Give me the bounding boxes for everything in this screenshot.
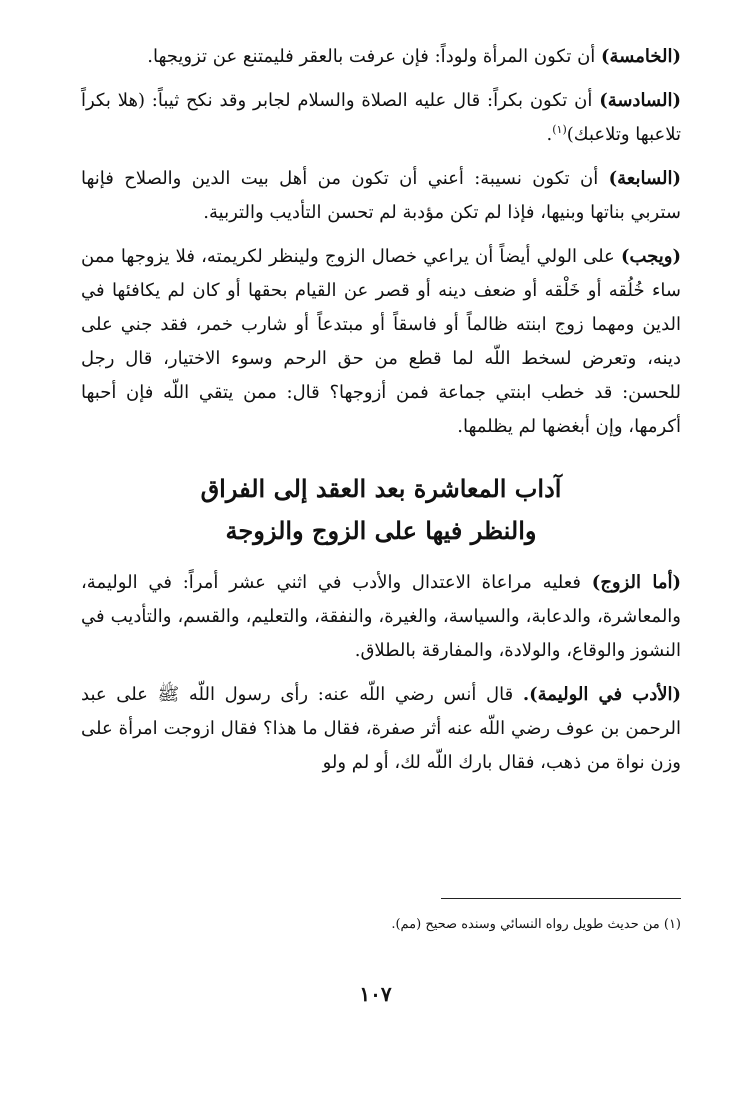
page-body [81, 40, 681, 790]
paragraph-text: قال أنس رضي اللّه عنه: رأى رسول اللّه ﷺ على عبد الرحمن بن عوف رضي اللّه عنه أثر صفرة، فقال ما هذا؟ فقال ازوجت امرأة على وزن نواة من ذهب، فقال بارك اللّه لك، أو لم ولو [81, 684, 681, 773]
section-heading-line-2: والنظر فيها على الزوج والزوجة [225, 516, 537, 545]
paragraph-fifth [81, 40, 681, 74]
paragraph-lead: (ويجب) [620, 246, 681, 267]
paragraph-text: على الولي أيضاً أن يراعي خصال الزوج ولينظر لكريمته، فلا يزوجها ممن ساء خُلُقه أو خَلْقه أو ضعف دينه أو قصر عن القيام بحقها أو كان لم يكافئها في الدين ومهما زوج ابنته ظالماً أو فاسقاً أو مبتدعاً أو شارب خمر، فقد جني على دينه، وتعرض لسخط اللّه لما قطع من حق الرحم وسوء الاختيار، قال رجل للحسن: قد خطب ابنتي جماعة فمن أزوجها؟ قال: ممن يتقي اللّه فإن أحبها أكرمها، وإن أبغضها لم يظلمها. [81, 246, 681, 437]
footnote-divider [441, 898, 681, 899]
paragraph-husband [81, 566, 681, 668]
paragraph-tail: . [546, 124, 553, 145]
footnote: (١) من حديث طويل رواه النسائي وسنده صحيح (مم). [391, 917, 681, 932]
paragraph-text: فعليه مراعاة الاعتدال والأدب في اثني عشر أمراً: في الوليمة، والمعاشرة، والدعابة، والسياسة، والغيرة، والنفقة، والتعليم، والقسم، والتأديب في النشوز والوقاع، والولادة، والمفارقة بالطلاق. [81, 572, 681, 661]
paragraph-text: أن تكون نسيبة: أعني أن تكون من أهل بيت الدين والصلاح فإنها ستربي بناتها وبنيها، فإذا لم تكن مؤدبة لم تحسن التأديب والتربية. [81, 168, 681, 223]
paragraph-sixth [81, 84, 681, 152]
paragraph-lead: (السابعة) [608, 168, 681, 189]
footnote-reference[interactable]: (١) [552, 123, 567, 136]
paragraph-guardian-duty [81, 240, 681, 444]
paragraph-text: أن تكون بكراً: قال عليه الصلاة والسلام لجابر وقد نكح ثيباً: (هلا بكراً تلاعبها وتلاعبك) [81, 90, 681, 145]
paragraph-walima [81, 678, 681, 780]
section-heading-line-1: آداب المعاشرة بعد العقد إلى الفراق [200, 474, 562, 503]
section-heading [81, 468, 681, 552]
paragraph-lead: (أما الزوج) [591, 572, 682, 593]
paragraph-lead: (الأدب في الوليمة). [522, 684, 681, 705]
page-number: ١٠٧ [359, 982, 392, 1006]
paragraph-seventh [81, 162, 681, 230]
paragraph-text: أن تكون المرأة ولوداً: فإن عرفت بالعقر فليمتنع عن تزويجها. [147, 46, 602, 67]
paragraph-lead: (الخامسة) [601, 46, 681, 67]
paragraph-lead: (السادسة) [599, 90, 681, 111]
